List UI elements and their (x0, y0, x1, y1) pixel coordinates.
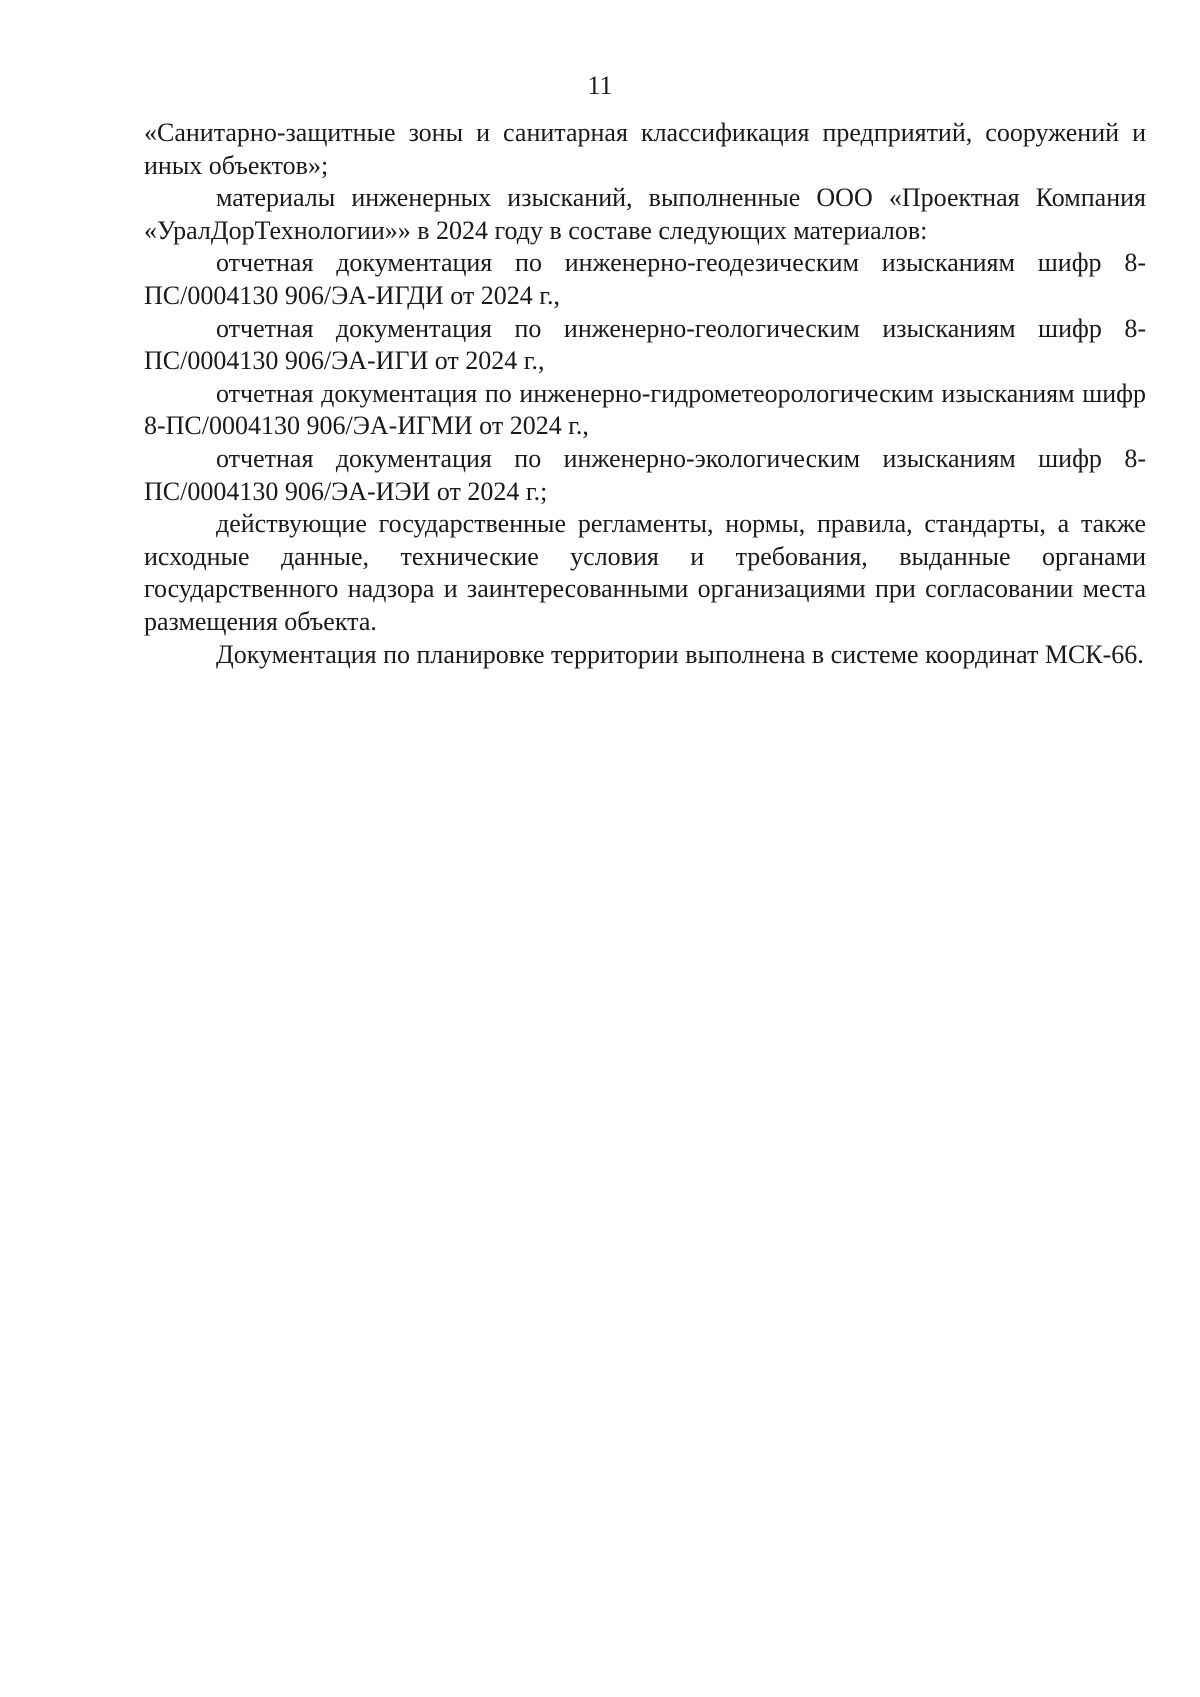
paragraph-hydrometeorological-survey: отчетная документация по инженерно-гидрометеорологическим изысканиям шифр 8-ПС/0004130 906/ЭА-ИГМИ от 2024 г., (144, 378, 1146, 441)
paragraph-geodetic-survey: отчетная документация по инженерно-геодезическим изысканиям шифр 8-ПС/0004130 906/ЭА-ИГДИ от 2024 г., (144, 248, 1146, 310)
page-number: 11 (587, 71, 613, 100)
paragraph-ecological-survey: отчетная документация по инженерно-экологическим изысканиям шифр 8-ПС/0004130 906/ЭА-ИЭИ от 2024 г.; (144, 443, 1146, 506)
paragraph-sanitary-zones: «Санитарно-защитные зоны и санитарная классификация предприятий, сооружений и иных объектов»; (144, 118, 1146, 180)
paragraph-survey-materials: материалы инженерных изысканий, выполненные ООО «Проектная Компания «УралДорТехнологии»» в 2024 году в составе следующих материалов: (144, 183, 1146, 245)
paragraph-geological-survey: отчетная документация по инженерно-геологическим изысканиям шифр 8-ПС/0004130 906/ЭА-ИГИ от 2024 г., (144, 313, 1146, 376)
document-body (144, 117, 1146, 671)
paragraph-coordinate-system: Документация по планировке территории выполнена в системе координат МСК-66. (216, 639, 1144, 669)
paragraph-regulations: действующие государственные регламенты, нормы, правила, стандарты, а также исходные данные, технические условия и требования, выданные органами государственного надзора и заинтересованными организациями при согласовании места размещения объекта. (144, 509, 1146, 636)
